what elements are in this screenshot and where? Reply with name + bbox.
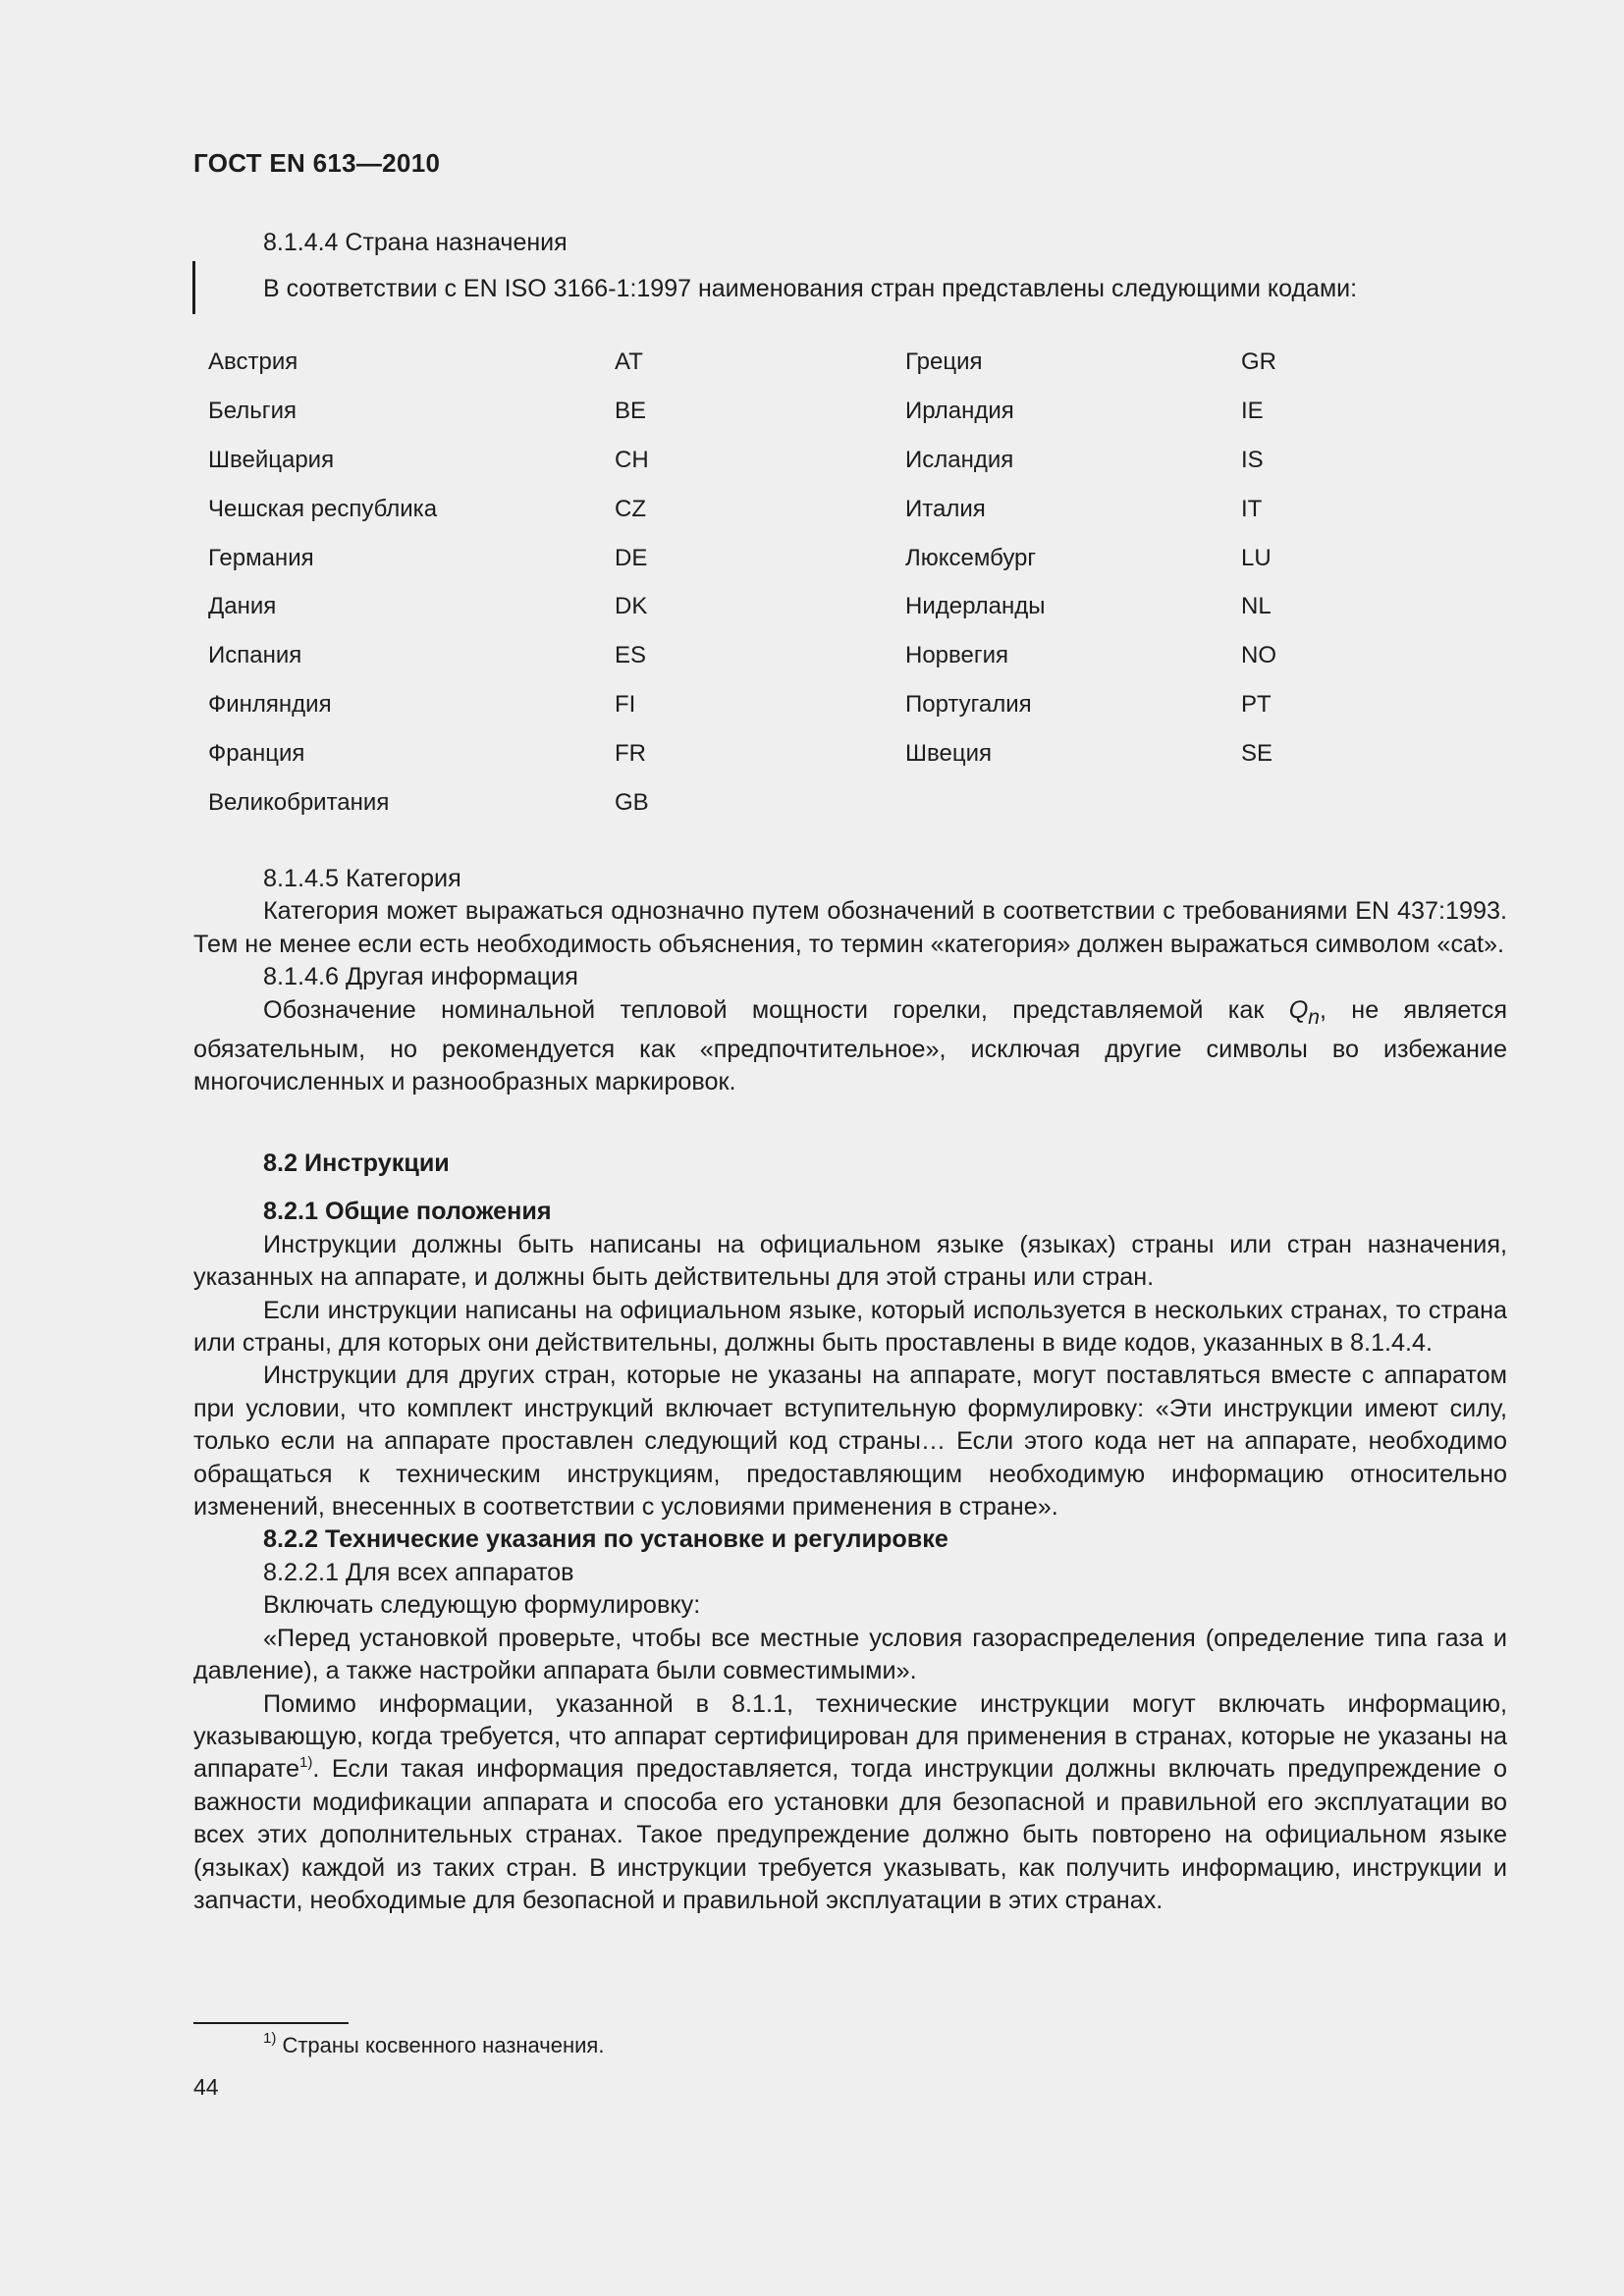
footnote bbox=[263, 2030, 605, 2058]
country-name: Исландия bbox=[905, 446, 1014, 473]
section-821-paragraph: Инструкции должны быть написаны на официальном языке (языках) страны или стран назначения, указанных на аппарате, и должны быть действительны для этой страны или стран. bbox=[193, 1230, 1507, 1292]
section-822-paragraph bbox=[193, 1688, 1507, 1918]
country-code: IS bbox=[1241, 446, 1264, 473]
section-8144-heading: 8.1.4.4 Страна назначения bbox=[263, 229, 568, 256]
country-code: FI bbox=[615, 691, 636, 719]
country-name: Швейцария bbox=[208, 446, 335, 473]
body-text-lower bbox=[193, 1148, 1507, 1917]
country-code: FR bbox=[615, 740, 646, 768]
footnote-reference: 1) bbox=[299, 1754, 313, 1772]
country-name: Испания bbox=[208, 642, 302, 669]
table-row bbox=[208, 691, 1347, 740]
country-code: CH bbox=[615, 446, 649, 473]
section-8146-heading: 8.1.4.6 Другая информация bbox=[263, 963, 578, 991]
country-name: Бельгия bbox=[208, 397, 297, 424]
country-name: Чешская республика bbox=[208, 495, 438, 522]
country-name: Люксембург bbox=[905, 544, 1037, 571]
document-header-code: ГОСТ EN 613—2010 bbox=[193, 148, 441, 178]
country-name: Франция bbox=[208, 740, 305, 768]
section-8221-heading: 8.2.2.1 Для всех аппаратов bbox=[263, 1558, 574, 1586]
country-code: SE bbox=[1241, 740, 1273, 768]
country-code: LU bbox=[1241, 544, 1272, 571]
table-row bbox=[208, 545, 1347, 594]
change-bar bbox=[192, 261, 195, 314]
qn-text-before: Обозначение номинальной тепловой мощности горелки, представляемой как bbox=[263, 995, 1289, 1024]
p3-text-before: Помимо информации, указанной в 8.1.1, технические инструкции могут включать информацию, указывающую, когда требуется, что аппарат сертифицирован для применения в странах, которые не указаны на аппарате bbox=[193, 1689, 1507, 1784]
country-name: Великобритания bbox=[208, 789, 390, 817]
footnote-separator bbox=[193, 2022, 349, 2024]
table-row bbox=[208, 398, 1347, 447]
country-code: BE bbox=[615, 397, 647, 424]
section-822-paragraph: Включать следующую формулировку: bbox=[263, 1591, 701, 1620]
qn-subscript: n bbox=[1308, 1005, 1320, 1029]
qn-symbol: Q bbox=[1288, 995, 1309, 1024]
country-name: Финляндия bbox=[208, 691, 332, 719]
country-code: GB bbox=[615, 789, 649, 817]
table-row bbox=[208, 789, 1347, 838]
country-code: GR bbox=[1241, 348, 1276, 375]
country-code: AT bbox=[615, 348, 643, 375]
footnote-marker: 1) bbox=[263, 2030, 277, 2047]
section-822-paragraph: «Перед установкой проверьте, чтобы все местные условия газораспределения (определение типа газа и давление), а также настройки аппарата были совместимыми». bbox=[193, 1624, 1507, 1685]
country-code: NL bbox=[1241, 593, 1272, 620]
country-code: PT bbox=[1241, 691, 1272, 719]
country-code: CZ bbox=[615, 495, 646, 522]
country-name: Швеция bbox=[905, 740, 992, 768]
country-code: DE bbox=[615, 544, 648, 571]
country-code: IE bbox=[1241, 397, 1264, 424]
footnote-text: Страны косвенного назначения. bbox=[276, 2033, 605, 2057]
country-name: Италия bbox=[905, 495, 986, 522]
country-name: Португалия bbox=[905, 691, 1032, 719]
country-name: Ирландия bbox=[905, 397, 1014, 424]
section-821-heading: 8.2.1 Общие положения bbox=[263, 1198, 552, 1226]
section-8145-text: Категория может выражаться однозначно путем обозначений в соответствии с требованиями EN 437:1993. Тем не менее если есть необходимость объяснения, то термин «категория» должен выражаться символом «cat». bbox=[193, 897, 1507, 958]
table-row bbox=[208, 593, 1347, 642]
section-821-paragraph: Если инструкции написаны на официальном языке, который используется в нескольких странах, то страна или страны, для которых они действительны, должны быть проставлены в виде кодов, указанных в 8.1.4.4. bbox=[193, 1296, 1507, 1358]
country-code: DK bbox=[615, 593, 648, 620]
country-name: Дания bbox=[208, 593, 277, 620]
section-8146-text bbox=[193, 994, 1507, 1099]
section-8144-intro: В соответствии с EN ISO 3166-1:1997 наименования стран представлены следующими кодами: bbox=[263, 275, 1358, 302]
table-row bbox=[208, 642, 1347, 691]
section-822-heading: 8.2.2 Технические указания по установке и регулировке bbox=[263, 1525, 948, 1554]
country-code: ES bbox=[615, 642, 647, 669]
section-82-heading: 8.2 Инструкции bbox=[263, 1149, 450, 1177]
table-row bbox=[208, 496, 1347, 545]
country-code: NO bbox=[1241, 642, 1276, 669]
table-row bbox=[208, 348, 1347, 398]
country-name: Австрия bbox=[208, 348, 298, 375]
country-name: Греция bbox=[905, 348, 983, 375]
country-name: Нидерланды bbox=[905, 593, 1046, 620]
p3-text-after: . Если такая информация предоставляется, тогда инструкции должны включать предупреждение о важности модификации аппарата и способа его установки для безопасной и правильной его эксплуатации во всех этих дополнительных странах. Такое предупреждение должно быть повторено на официальном языке (языках) каждой из таких стран. В инструкции требуется указывать, как получить информацию, инструкции и запчасти, необходимые для безопасной и правильной эксплуатации в этих странах. bbox=[193, 1755, 1507, 1914]
page-number: 44 bbox=[193, 2074, 219, 2100]
section-821-paragraph: Инструкции для других стран, которые не указаны на аппарате, могут поставляться вместе с аппаратом при условии, что комплект инструкций включает вступительную формулировку: «Эти инструкции имеют силу, только если на аппарате проставлен следующий код страны… Если этого кода нет на аппарате, необходимо обращаться к техническим инструкциям, предоставляющим необходимую информацию относительно изменений, внесенных в соответствии с условиями применения в стране». bbox=[193, 1362, 1507, 1522]
country-codes-table bbox=[208, 348, 1347, 838]
country-code: IT bbox=[1241, 495, 1263, 522]
table-row bbox=[208, 740, 1347, 789]
qn-text-after: , не является обязательным, но рекомендуется как «предпочтительное», исключая другие символы во избежание многочисленных и разнообразных маркировок. bbox=[193, 995, 1507, 1096]
body-text-upper bbox=[193, 863, 1507, 1099]
section-8145-heading: 8.1.4.5 Категория bbox=[263, 865, 461, 892]
country-name: Германия bbox=[208, 544, 314, 571]
country-name: Норвегия bbox=[905, 642, 1009, 669]
table-row bbox=[208, 447, 1347, 496]
